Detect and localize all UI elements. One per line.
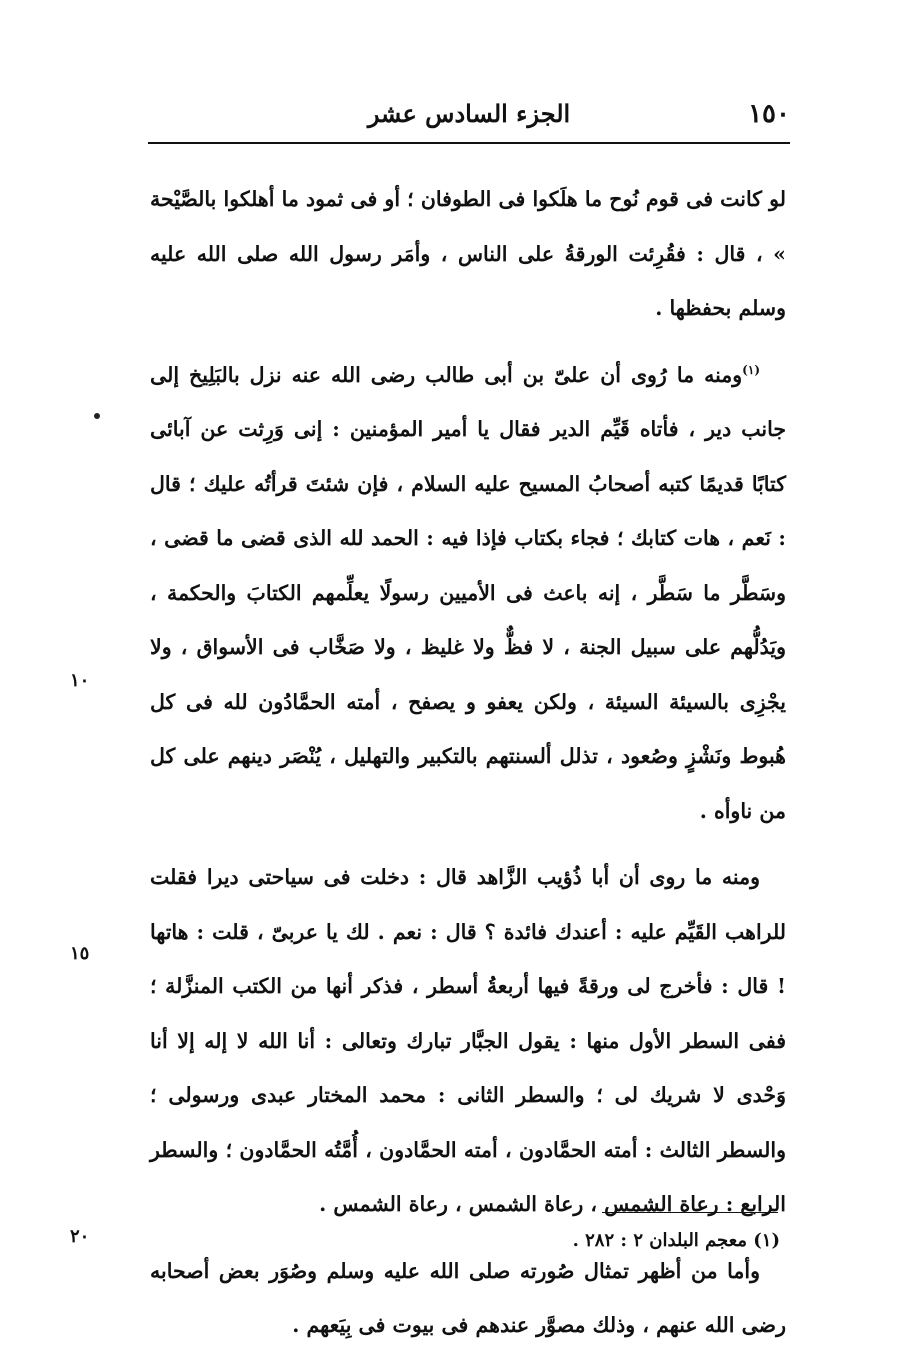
running-title: الجزء السادس عشر bbox=[367, 99, 571, 128]
page-number: ١٥٠ bbox=[748, 99, 790, 129]
line-number-20: ٢٠ bbox=[70, 1226, 90, 1247]
paragraph-2-text: ومنه ما رُوى أن علىّ بن أبى طالب رضى الله عنه نزل بالبَلِيخ إلى جانب دير ، فأتاه قَيِّم الدير فقال يا أمير المؤمنين : إنى وَرِثت عن آبائى كتابًا قديمًا كتبه أصحابُ المسيح عليه السلام ، فإن شئتَ قرأتُه عليك ؛ قال : نَعم ، هات كتابك ؛ فجاء بكتاب فإذا فيه : الحمد لله الذى قضى ما قضى ، وسَطَّر ما سَطَّر ، إنه باعث فى الأميين رسولًا يعلِّمهم الكتابَ والحكمة ، ويَدُلُّهم على سبيل الجنة ، لا فظٌّ ولا غليظ ، ولا صَخَّاب فى الأسواق ، ولا يجْزِى بالسيئة السيئة ، ولكن يعفو و يصفح ، أمته الحمَّادُون لله فى كل هُبوط ونَشْزٍ وصُعود ، تذلل ألسنتهم بالتكبير والتهليل ، يُنْصَر دينهم على كل من ناوأه . bbox=[150, 362, 786, 823]
line-number-15: ١٥ bbox=[70, 943, 90, 964]
page-header bbox=[148, 95, 790, 139]
paragraph-1: لو كانت فى قوم نُوح ما هلَكوا فى الطوفان ؛ أو فى ثمود ما أهلكوا بالصَّيْحة » ، قال : فقُرِئت الورقةُ على الناس ، وأمَر رسول الله صلى الله عليه وسلم بحفظها . bbox=[150, 187, 786, 320]
header-rule bbox=[148, 142, 790, 144]
line-number-10: ١٠ bbox=[70, 670, 90, 691]
paragraph-2 bbox=[150, 348, 786, 839]
paragraph-3: ومنه ما روى أن أبا ذُؤيب الزَّاهد قال : دخلت فى سياحتى ديرا فقلت للراهب القَيِّم عليه : أعندك فائدة ؟ قال : نعم . لك يا عربىّ ، قلت : هاتها ! قال : فأخرج لى ورقةً فيها أربعةُ أسطر ، فذكر أنها من الكتب المنزَّلة ؛ ففى السطر الأول منها : يقول الجبَّار تبارك وتعالى : أنا الله لا إله إلا أنا وَحْدى لا شريك لى ؛ والسطر الثانى : محمد المختار عبدى ورسولى ؛ والسطر الثالث : أمته الحمَّادون ، أمته الحمَّادون ، أُمَّتُه الحمَّادون ؛ والسطر الرابع : رعاة الشمس ، رعاة الشمس ، رعاة الشمس . bbox=[150, 865, 786, 1216]
paragraph-4: وأما من أظهر تمثال صُورته صلى الله عليه وسلم وصُوَر بعض أصحابه رضى الله عنهم ، وذلك مصوَّر عندهم فى بيوت فى بِيَعهم . bbox=[150, 1258, 786, 1337]
footnote-rule bbox=[602, 1212, 778, 1213]
margin-dot bbox=[94, 413, 100, 419]
footnote-marker: (١) bbox=[742, 362, 760, 377]
main-text bbox=[150, 172, 786, 1353]
footnote: (١) معجم البلدان ٢ : ٢٨٢ . bbox=[572, 1230, 780, 1251]
